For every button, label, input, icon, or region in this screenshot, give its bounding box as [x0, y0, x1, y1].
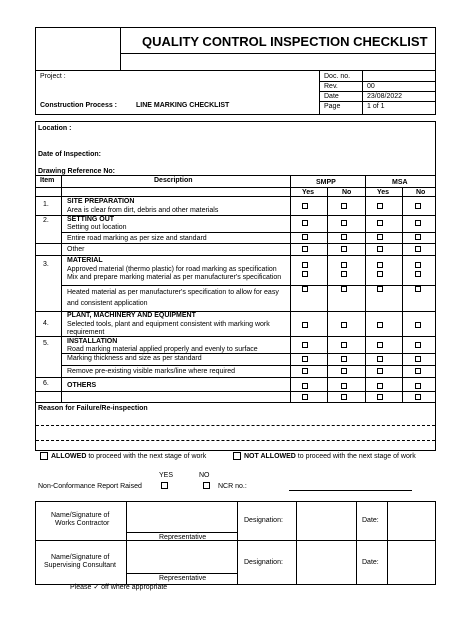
checkbox[interactable] [302, 322, 308, 328]
checkbox[interactable] [377, 262, 383, 268]
representative-label: Representative [159, 534, 207, 541]
rev-value: 00 [367, 83, 375, 90]
date-of-inspection-label: Date of Inspection: [38, 151, 102, 158]
section-title-setting-out: SETTING OUT [67, 216, 115, 223]
checkbox[interactable] [377, 394, 383, 400]
drawing-reference-label: Drawing Reference No: [38, 168, 116, 175]
checklist-line: Marking thickness and size as per standard [67, 355, 202, 362]
ncr-yes-label: YES [159, 472, 174, 479]
not-allowed-text: NOT ALLOWED to proceed with the next stage of work [244, 453, 416, 460]
date-field-label: Date: [362, 517, 379, 524]
checkbox[interactable] [302, 262, 308, 268]
col-description-header: Description [154, 177, 193, 184]
date-value: 23/08/2022 [367, 93, 403, 100]
checklist-line: Approved material (thermo plastic) for road marking as specification [67, 266, 277, 273]
rev-label: Rev. [324, 83, 338, 90]
checklist-line: Remove pre-existing visible marks/line where required [67, 368, 236, 375]
ncr-no-checkbox[interactable] [203, 482, 210, 489]
checkbox[interactable] [341, 220, 347, 226]
checkbox[interactable] [341, 203, 347, 209]
not-allowed-checkbox[interactable] [233, 452, 241, 460]
checkbox[interactable] [415, 394, 421, 400]
checkbox[interactable] [415, 356, 421, 362]
ncr-label: Non-Conformance Report Raised [38, 483, 142, 490]
checkbox[interactable] [302, 383, 308, 389]
checkbox[interactable] [415, 271, 421, 277]
process-value: LINE MARKING CHECKLIST [136, 102, 230, 109]
checkbox[interactable] [302, 271, 308, 277]
checklist-line: Area is clear from dirt, debris and other materials [67, 207, 219, 214]
checkbox[interactable] [341, 368, 347, 374]
checkbox[interactable] [415, 383, 421, 389]
checkbox[interactable] [341, 246, 347, 252]
page-title: QUALITY CONTROL INSPECTION CHECKLIST [142, 34, 428, 49]
col-smpp-header: SMPP [316, 179, 336, 186]
project-label: Project : [40, 73, 66, 80]
checklist-line: Selected tools, plant and equipment consistent with marking work [67, 321, 270, 328]
checkbox[interactable] [415, 262, 421, 268]
item-number-4: 4. [43, 320, 49, 327]
checkbox[interactable] [415, 234, 421, 240]
process-label: Construction Process : [40, 102, 118, 109]
page-label: Page [324, 103, 341, 110]
checkbox[interactable] [377, 246, 383, 252]
allowed-text: ALLOWED to proceed with the next stage of work [51, 453, 207, 460]
checkbox[interactable] [341, 356, 347, 362]
checkbox[interactable] [341, 271, 347, 277]
ncr-no-field-label: NCR no.: [218, 483, 247, 490]
smpp-yes-header: Yes [302, 189, 315, 196]
checkbox[interactable] [341, 394, 347, 400]
checkbox[interactable] [341, 383, 347, 389]
checkbox[interactable] [415, 203, 421, 209]
section-title-material: MATERIAL [67, 257, 103, 264]
checkbox[interactable] [341, 286, 347, 292]
item-number-5: 5. [43, 340, 49, 347]
checkbox[interactable] [302, 246, 308, 252]
checkbox[interactable] [415, 220, 421, 226]
allowed-checkbox[interactable] [40, 452, 48, 460]
checkbox[interactable] [302, 342, 308, 348]
item-number-6: 6. [43, 380, 49, 387]
checkbox[interactable] [415, 246, 421, 252]
checklist-line: Other [67, 246, 85, 253]
doc-no-label: Doc. no. [324, 73, 351, 80]
representative-label: Representative [159, 575, 207, 582]
reason-label: Reason for Failure/Re-inspection [38, 405, 148, 412]
item-number-2: 2. [43, 217, 49, 224]
checkbox[interactable] [302, 286, 308, 292]
checkbox[interactable] [415, 342, 421, 348]
checkbox[interactable] [415, 368, 421, 374]
checkbox[interactable] [377, 203, 383, 209]
checkbox[interactable] [302, 394, 308, 400]
ncr-no-label: NO [199, 472, 210, 479]
location-label: Location : [38, 125, 72, 132]
checkbox[interactable] [377, 342, 383, 348]
page-value: 1 of 1 [367, 103, 385, 110]
designation-label: Designation: [244, 559, 283, 566]
msa-no-header: No [416, 189, 426, 196]
checkbox[interactable] [415, 322, 421, 328]
contractor-label-line2: Works Contractor [55, 520, 110, 527]
item-number-3: 3. [43, 261, 49, 268]
designation-label: Designation: [244, 517, 283, 524]
consultant-label-line1: Name/Signature of [51, 554, 110, 561]
checkbox[interactable] [377, 286, 383, 292]
item-number-1: 1. [43, 201, 49, 208]
checklist-line: Heated material as per manufacturer's specification to allow for easy [67, 289, 279, 296]
checkbox[interactable] [377, 383, 383, 389]
msa-yes-header: Yes [377, 189, 390, 196]
ncr-yes-checkbox[interactable] [161, 482, 168, 489]
checkbox[interactable] [377, 368, 383, 374]
checkbox[interactable] [341, 342, 347, 348]
checkbox[interactable] [377, 234, 383, 240]
section-title-plant-machinery: PLANT, MACHINERY AND EQUIPMENT [67, 312, 196, 319]
checklist-line: Road marking material applied properly and evenly to surface [67, 346, 258, 353]
checkbox[interactable] [341, 234, 347, 240]
checkbox[interactable] [302, 220, 308, 226]
footer-note: Please ✓ off where appropriate [70, 584, 168, 591]
checkbox[interactable] [302, 203, 308, 209]
section-title-others: OTHERS [67, 382, 97, 389]
section-title-site-preparation: SITE PREPARATION [67, 198, 135, 205]
section-title-installation: INSTALLATION [67, 338, 118, 345]
checklist-line: requirement [67, 329, 105, 336]
checkbox[interactable] [302, 368, 308, 374]
checkbox[interactable] [341, 322, 347, 328]
checkbox[interactable] [377, 322, 383, 328]
date-field-label: Date: [362, 559, 379, 566]
col-msa-header: MSA [392, 179, 408, 186]
checklist-line: Mix and prepare marking material as per manufacturer's specification [67, 274, 282, 281]
checklist-line: Setting out location [67, 224, 127, 231]
contractor-label-line1: Name/Signature of [51, 512, 110, 519]
checkbox[interactable] [302, 234, 308, 240]
checkbox[interactable] [377, 271, 383, 277]
checkbox[interactable] [341, 262, 347, 268]
checkbox[interactable] [377, 220, 383, 226]
checklist-line: and consistent application [67, 300, 148, 307]
checkbox[interactable] [302, 356, 308, 362]
checklist-line: Entire road marking as per size and standard [67, 235, 207, 242]
checkbox[interactable] [377, 356, 383, 362]
smpp-no-header: No [342, 189, 352, 196]
consultant-label-line2: Supervising Consultant [44, 562, 116, 569]
checkbox[interactable] [415, 286, 421, 292]
date-label: Date [324, 93, 339, 100]
col-item-header: Item [40, 177, 55, 184]
